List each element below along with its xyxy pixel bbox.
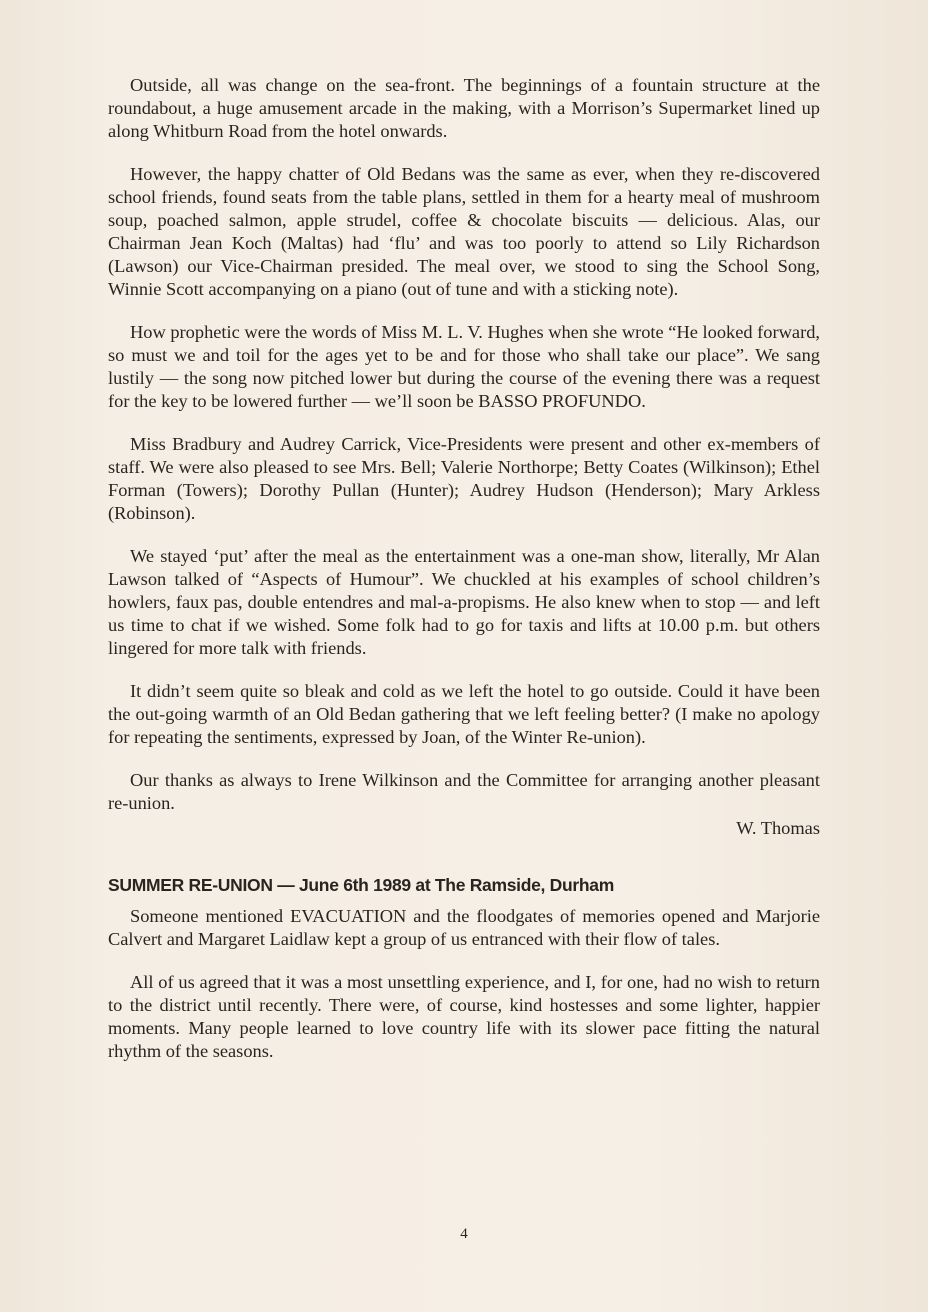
paragraph-attendees: Miss Bradbury and Audrey Carrick, Vice-Presidents were present and other ex-members of staff. We were also pleased to see Mrs. Bell; Valerie Northorpe; Betty Coates (Wilkinson); Ethel Forman (Towers); Dorothy Pullan (Hunter); Audrey Hudson (Henderson); Mary Arkless (Robinson). xyxy=(108,434,820,523)
paragraph-leaving-hotel: It didn’t seem quite so bleak and cold as we left the hotel to go outside. Could it have been the out-going warmth of an Old Bedan gathering that we left feeling better? (I make no apology for repeating the sentiments, expressed by Joan, of the Winter Re-union). xyxy=(108,681,820,747)
paragraph-thanks: Our thanks as always to Irene Wilkinson and the Committee for arranging another pleasant re-union. xyxy=(108,770,820,813)
paragraph-unsettling-experience: All of us agreed that it was a most unsettling experience, and I, for one, had no wish to return to the district until recently. There were, of course, kind hostesses and some lighter, happier moments. Many people learned to love country life with its slower pace fitting the natural rhythm of the seasons. xyxy=(108,972,820,1061)
section-heading-summer-reunion: SUMMER RE-UNION — June 6th 1989 at The Ramside, Durham xyxy=(108,875,614,895)
paragraph-entertainment: We stayed ‘put’ after the meal as the entertainment was a one-man show, literally, Mr Alan Lawson talked of “Aspects of Humour”. We chuckled at his examples of school children’s howlers, faux pas, double entendres and mal-a-propisms. He also knew when to stop — and left us time to chat if we wished. Some folk had to go for taxis and lifts at 10.00 p.m. but others lingered for more talk with friends. xyxy=(108,546,820,658)
paragraph-sea-front: Outside, all was change on the sea-front. The beginnings of a fountain structure at the roundabout, a huge amusement arcade in the making, with a Morrison’s Supermarket lined up along Whitburn Road from the hotel onwards. xyxy=(108,75,820,141)
paragraph-prophetic-words: How prophetic were the words of Miss M. L. V. Hughes when she wrote “He looked forward, so must we and toil for the ages yet to be and for those who shall take our place”. We sang lustily — the song now pitched lower but during the course of the evening there was a request for the key to be lowered further — we’ll soon be BASSO PROFUNDO. xyxy=(108,322,820,411)
page-body xyxy=(108,74,820,1083)
paragraph-happy-chatter: However, the happy chatter of Old Bedans was the same as ever, when they re-discovered school friends, found seats from the table plans, settled in them for a hearty meal of mushroom soup, poached salmon, apple strudel, coffee & chocolate biscuits — delicious. Alas, our Chairman Jean Koch (Maltas) had ‘flu’ and was too poorly to attend so Lily Richardson (Lawson) our Vice-Chairman presided. The meal over, we stood to sing the School Song, Winnie Scott accompanying on a piano (out of tune and with a sticking note). xyxy=(108,164,820,299)
paragraph-evacuation: Someone mentioned EVACUATION and the floodgates of memories opened and Marjorie Calvert and Margaret Laidlaw kept a group of us entranced with their flow of tales. xyxy=(108,906,820,949)
page-number: 4 xyxy=(460,1226,468,1242)
author-signature: W. Thomas xyxy=(736,818,820,838)
